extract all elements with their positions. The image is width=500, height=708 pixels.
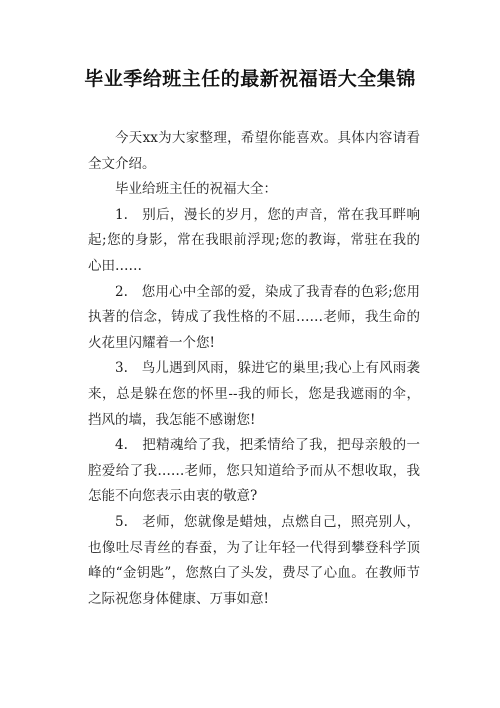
- document-title: 毕业季给班主任的最新祝福语大全集锦: [84, 68, 416, 90]
- document-body: [88, 126, 420, 612]
- section-heading: 毕业给班主任的祝福大全：: [115, 181, 277, 198]
- blessing-item-5: 5. 老师，您就像是蜡烛，点燃自己，照亮别人，也像吐尽青丝的春蚕，为了让年轻一代得到攀登科学顶峰的“金钥匙”，您熬白了头发，费尽了心血。在教师节之际祝您身体健康、万事如意!: [88, 513, 420, 607]
- intro-paragraph: 今天xx为大家整理，希望你能喜欢。具体内容请看全文介绍。: [88, 130, 420, 172]
- blessing-item-2: 2. 您用心中全部的爱，染成了我青春的色彩;您用执著的信念，铸成了我性格的不屈……老师，我生命的火花里闪耀着一个您!: [88, 283, 420, 351]
- blessing-item-4: 4. 把精魂给了我，把柔情给了我，把母亲般的一腔爱给了我……老师，您只知道给予而从不想收取，我怎能不向您表示由衷的敬意?: [88, 437, 420, 505]
- blessing-item-1: 1. 别后，漫长的岁月，您的声音，常在我耳畔响起;您的身影，常在我眼前浮现;您的教诲，常驻在我的心田……: [88, 206, 420, 274]
- blessing-item-3: 3. 鸟儿遇到风雨，躲进它的巢里;我心上有风雨袭来，总是躲在您的怀里--我的师长，您是我遮雨的伞，挡风的墙，我怎能不感谢您!: [88, 360, 420, 428]
